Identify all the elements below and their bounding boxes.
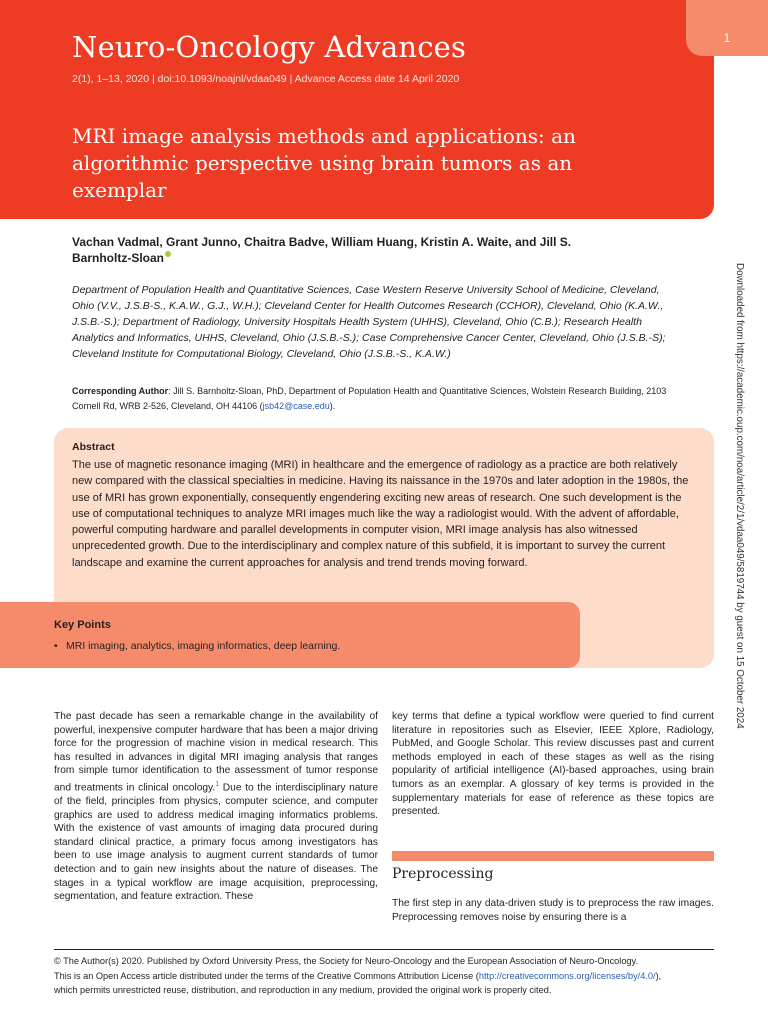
footer-line-1: © The Author(s) 2020. Published by Oxford University Press, the Society for Neuro-Oncology and the European Association of Neuro-Oncology. — [54, 956, 639, 966]
page-number: 1 — [723, 31, 731, 45]
key-points-item — [54, 640, 340, 652]
section-heading-preprocessing: Preprocessing — [392, 866, 494, 882]
affiliations: Department of Population Health and Quantitative Sciences, Case Western Reserve University School of Medicine, Cleveland, Ohio (V.V., J.S.B-S., K.A.W., G.J., W.H.); Cleveland Center for Health Outcomes Research (CCHOR), Cleveland, Ohio (K.A.W., J.S.B.-S.); Department of Radiology, University Hospitals Health System (UHHS), Cleveland, Ohio (C.B.); Research Health Analytics and Informatics, UHHS, Cleveland, Ohio (J.S.B.-S.); Case Comprehensive Cancer Center, Cleveland, Ohio (J.S.B.-S); Cleveland Institute for Computational Biology, Cleveland, Ohio (J.S.B.-S., K.A.W.) — [72, 284, 666, 360]
corresponding-label: Corresponding Author — [72, 386, 169, 396]
corresponding-end: ). — [329, 401, 336, 411]
body-left-text-a: The past decade has seen a remarkable change in the availability of powerful, inexpensive computer hardware that has been a major driving force for the progression of machine vision in medical research. This has resulted in advances in digital MRI imaging analysis that ranges from simple tumor identification to the assessment of tumor response and treatments in clinical oncology. — [54, 711, 378, 794]
abstract-heading: Abstract — [72, 441, 115, 453]
corresponding-text: : Jill S. Barnholtz-Sloan, PhD, Department of Population Health and Quantitative Sciences, Wolstein Research Building, 2103 Cornell Rd, WRB 2-526, Cleveland, OH 44106 ( — [72, 386, 667, 411]
page-tab — [686, 0, 768, 56]
article-title: MRI image analysis methods and applications: an algorithmic perspective using brain tumors as an exemplar — [72, 124, 576, 202]
key-points-box — [0, 602, 580, 668]
download-notice-text: Downloaded from https://academic.oup.com/noa/article/2/1/vdaa049/5819744 by guest on 15 October 2024 — [734, 263, 745, 729]
license-footer — [54, 954, 724, 998]
key-points-text: MRI imaging, analytics, imaging informatics, deep learning. — [66, 640, 341, 652]
journal-title: Neuro-Oncology Advances — [72, 30, 467, 64]
corresponding-email-link[interactable]: jsb42@case.edu — [262, 401, 330, 411]
license-link[interactable]: http://creativecommons.org/licenses/by/4.0/ — [478, 970, 656, 981]
abstract-text: The use of magnetic resonance imaging (MRI) in healthcare and the emergence of radiology as a practice are both relatively new compared with the classical specialties in medicine. Having its naissance in the 1970s and later adoption in the 1980s, the use of MRI has grown exponentially, consequently engendering exciting new areas of research. One such development is the use of computational techniques to analyze MRI images much like the way a radiologist would. With the advent of affordable, powerful computing hardware and parallel developments in computer vision, MRI image analysis has also witnessed unprecedented growth. Due to the interdisciplinary and complex nature of this subfield, it is important to survey the current landscape and examine the current approaches for analysis and trend trends moving forward. — [72, 459, 689, 569]
footer-line-2-a: This is an Open Access article distributed under the terms of the Creative Commons Attribution License ( — [54, 970, 479, 981]
section-divider — [392, 851, 714, 861]
preprocessing-paragraph: The first step in any data-driven study is to preprocess the raw images. Preprocessing removes noise by ensuring there is a — [392, 898, 714, 923]
key-points-heading: Key Points — [54, 619, 111, 631]
download-notice — [733, 263, 745, 763]
reference-link[interactable]: 1 — [215, 780, 220, 788]
bullet-icon: • — [54, 640, 58, 652]
authors-text: Vachan Vadmal, Grant Junno, Chaitra Badve, William Huang, Kristin A. Waite, and Jill S. Barnholtz-Sloan — [72, 235, 572, 265]
body-left-text-b: Due to the interdisciplinary nature of the field, principles from physics, computer science, and computer graphics are used to address medical imaging informatics problems. With the existence of vast amounts of imaging data procured during standard clinical practice, a primary focus among investigators has been to use image analysis to augment current standards of tumor detection and to gain new insights about the nature of diseases. The stages in a typical workflow are image acquisition, preprocessing, segmentation, and feature extraction. These — [54, 782, 378, 903]
orcid-icon[interactable] — [165, 251, 171, 257]
corresponding-author — [72, 384, 682, 414]
footer-line-2 — [54, 969, 724, 984]
footer-divider — [54, 949, 714, 950]
footer-line-3: which permits unrestricted reuse, distribution, and reproduction in any medium, provided the original work is properly cited. — [54, 985, 552, 995]
body-right-column: key terms that define a typical workflow were queried to find current literature in repositories such as Elsevier, IEEE Xplore, Radiology, PubMed, and Google Scholar. This review discusses past and current methods employed in each of these stages as well as the rising popularity of artificial intelligence (AI)-based approaches, using brain tumors as an exemplar. A glossary of key terms is provided in the supplementary materials for ease of reference as these topics are presented. — [392, 711, 714, 818]
footer-line-2-b: ), — [655, 970, 662, 981]
body-left-column — [54, 710, 378, 904]
journal-meta: 2(1), 1–13, 2020 | doi:10.1093/noajnl/vdaa049 | Advance Access date 14 April 2020 — [72, 73, 460, 85]
author-list — [72, 234, 632, 266]
